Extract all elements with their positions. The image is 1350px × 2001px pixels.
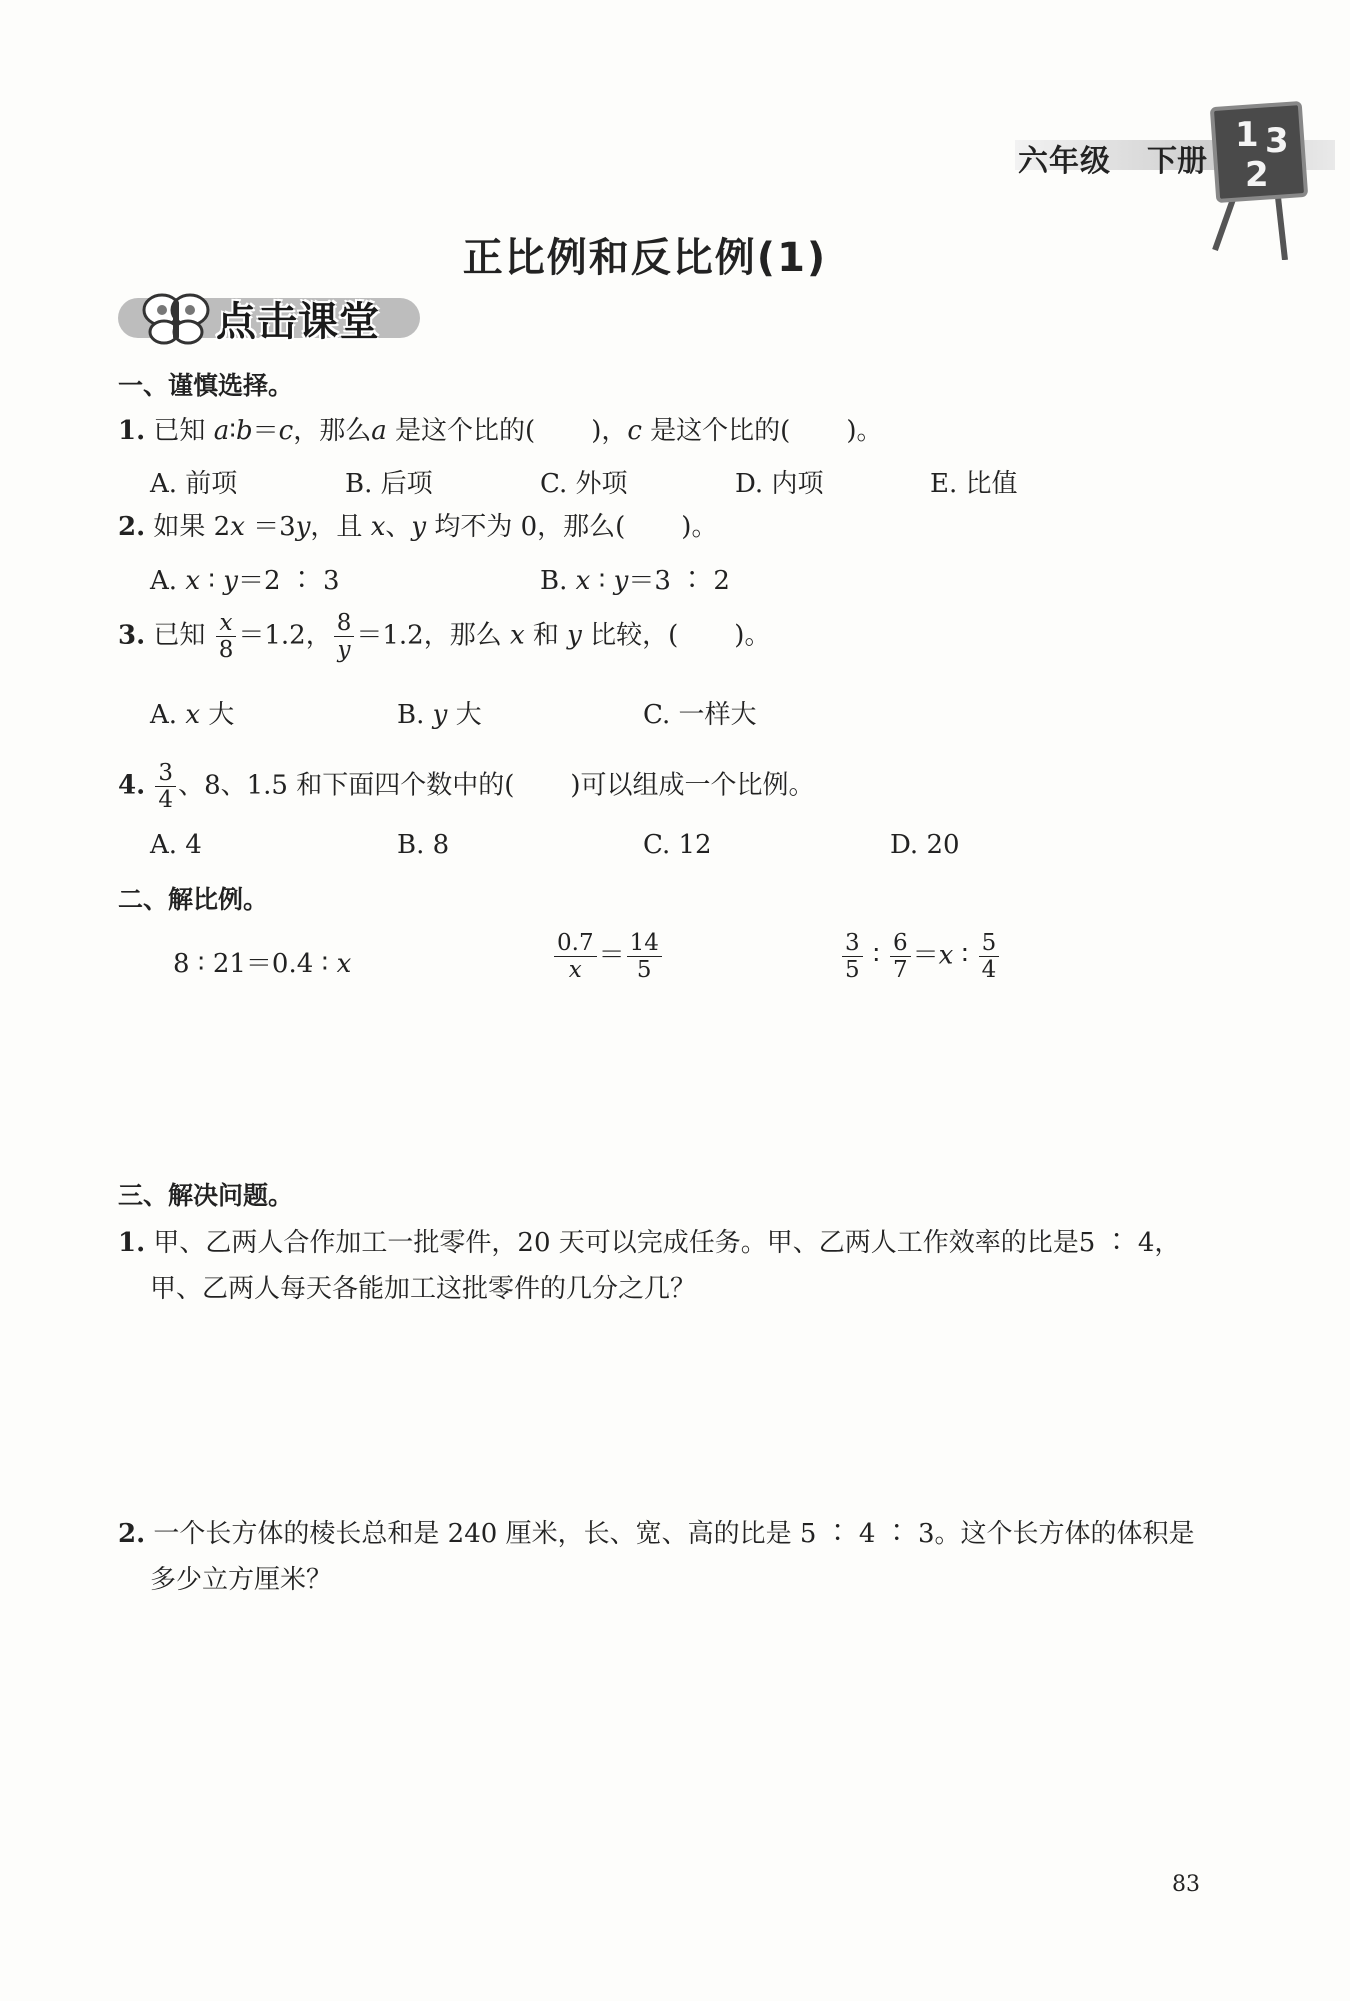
q2-text: )。: [681, 512, 718, 542]
var-x: x: [575, 566, 591, 596]
equals: ＝: [912, 940, 939, 971]
q4-option-b: B. 8: [397, 830, 450, 860]
volume-label: 下册: [1147, 144, 1207, 179]
numerator: 8: [334, 610, 355, 637]
q1-text: ，那么: [293, 416, 372, 446]
grade-label: 六年级: [1018, 144, 1111, 179]
var-a: a: [371, 416, 387, 446]
question-3: [118, 610, 770, 663]
q3-text: 比较，(: [581, 620, 679, 651]
denominator: 5: [636, 957, 652, 983]
q1-option-d: D. 内项: [735, 469, 824, 499]
var-y: y: [295, 512, 311, 542]
var-x: x: [185, 566, 200, 596]
q3-option-c: [643, 694, 757, 731]
var-b: b: [236, 416, 253, 446]
var-c: c: [627, 416, 642, 446]
problem-2-line2: 多少立方厘米？: [150, 1565, 333, 1595]
numerator: x: [216, 610, 237, 637]
denominator: 4: [158, 787, 174, 813]
q1-text: 是这个比的(: [641, 416, 791, 446]
q4-text: 、8、1.5 和下面四个数中的(: [178, 770, 515, 801]
q1-option-c: C. 外项: [540, 469, 628, 499]
denominator: 8: [218, 637, 234, 663]
question-number: 1.: [118, 1228, 146, 1258]
var-x: x: [185, 700, 200, 730]
denominator: 4: [981, 957, 997, 983]
problem-2: [118, 1517, 1195, 1551]
denominator: 7: [892, 957, 908, 983]
q1-option-b: B. 后项: [345, 469, 433, 499]
question-number: 4.: [118, 770, 146, 801]
section-banner: [118, 290, 420, 346]
option-text: 大: [199, 700, 235, 730]
option-text: 大: [447, 700, 482, 730]
board-digit-2: 3: [1265, 121, 1289, 161]
q4-text: )可以组成一个比例。: [570, 770, 815, 801]
equation-3: [840, 930, 1001, 983]
var-y: y: [567, 620, 582, 651]
question-number: 2.: [118, 512, 146, 542]
section2-heading: 二、解比例。: [118, 885, 269, 914]
banner-label: 点击课堂: [216, 299, 380, 345]
denominator: 5: [845, 957, 860, 983]
question-1: [118, 414, 882, 448]
var-x: x: [370, 512, 386, 542]
var-a: a: [213, 416, 230, 446]
problem-text: 甲、乙两人合作加工一批零件，20 天可以完成任务。甲、乙两人工作效率的比是5 ∶ 4，: [153, 1228, 1181, 1258]
fraction: [979, 930, 1000, 983]
option-text: 一样大: [678, 700, 757, 730]
problem-1: [118, 1226, 1180, 1260]
option-text: A.: [150, 566, 186, 596]
q2-text: ，且: [310, 512, 371, 542]
fraction: [554, 930, 597, 983]
option-text: C.: [643, 700, 679, 730]
page-number: 83: [1172, 1872, 1200, 1897]
question-number: 2.: [118, 1519, 146, 1549]
var-y: y: [613, 566, 629, 596]
q3-text: ＝1.2，: [238, 620, 332, 651]
q2-text: ＝3: [244, 512, 296, 542]
numerator: 5: [979, 930, 1000, 957]
fraction: [842, 930, 863, 983]
problem-text: 一个长方体的棱长总和是 240 厘米，长、宽、高的比是 5 ∶ 4 ∶ 3。这个长方体的体积是: [153, 1519, 1195, 1549]
numerator: 14: [627, 930, 662, 957]
numerator: 3: [155, 760, 176, 787]
equals: ＝: [598, 940, 625, 971]
option-text: ＝3 ∶ 2: [628, 566, 730, 596]
q4-option-d: D. 20: [890, 830, 960, 860]
section3-heading: 三、解决问题。: [118, 1181, 294, 1210]
q1-option-e: E. 比值: [930, 469, 1018, 499]
q3-text: 已知: [153, 620, 206, 651]
section1-heading: 一、谨慎选择。: [118, 371, 294, 400]
numerator: 6: [890, 930, 911, 957]
var-x: x: [230, 512, 245, 542]
option-text: B.: [397, 700, 433, 730]
q3-text: 和: [524, 620, 568, 651]
var-x: x: [336, 949, 352, 979]
question-4: [118, 760, 815, 813]
colon: ∶: [229, 416, 236, 446]
q3-option-a: [150, 694, 234, 731]
fraction: [216, 610, 237, 663]
option-text: B.: [540, 566, 576, 596]
denominator: y: [337, 637, 351, 663]
option-text: ∶: [590, 566, 614, 596]
fraction: [890, 930, 911, 983]
var-x: x: [509, 620, 525, 651]
q2-option-b: [540, 560, 730, 597]
equation-text: 8 ∶ 21＝0.4 ∶: [173, 949, 337, 979]
option-text: ＝2 ∶ 3: [237, 566, 340, 596]
fraction: [627, 930, 662, 983]
q3-text: )。: [734, 620, 771, 651]
question-2: [118, 510, 717, 544]
option-text: A.: [150, 700, 186, 730]
fraction: [334, 610, 355, 663]
denominator: x: [568, 957, 582, 983]
equals: ＝: [252, 416, 279, 446]
var-y: y: [432, 700, 448, 730]
q1-option-a: A. 前项: [150, 469, 238, 499]
var-y: y: [411, 512, 427, 542]
var-c: c: [278, 416, 294, 446]
board-digit-3: 2: [1245, 155, 1269, 195]
q4-option-a: A. 4: [150, 830, 202, 860]
q2-option-a: [150, 560, 340, 597]
var-y: y: [223, 566, 238, 596]
board-digit-1: 1: [1235, 115, 1259, 155]
equation-2: [552, 930, 664, 983]
var-x: x: [938, 940, 954, 971]
q1-text: )。: [846, 416, 883, 446]
question-number: 1.: [118, 416, 146, 446]
problem-1-line2: 甲、乙两人每天各能加工这批零件的几分之几？: [150, 1274, 697, 1304]
numerator: 3: [842, 930, 863, 957]
q1-text: )，: [591, 416, 628, 446]
q3-option-b: [397, 694, 482, 731]
numerator: 0.7: [554, 930, 597, 957]
page-title: 正比例和反比例(1): [462, 235, 828, 281]
q4-option-c: C. 12: [643, 830, 712, 860]
colon: ∶: [953, 940, 977, 971]
q1-text: 是这个比的(: [386, 416, 536, 446]
q2-text: 均不为 0，那么(: [426, 512, 626, 542]
q2-text: 、: [385, 512, 412, 542]
colon: ∶: [864, 940, 888, 971]
equation-1: [173, 947, 351, 981]
q3-text: ＝1.2，那么: [356, 620, 510, 651]
option-text: ∶: [199, 566, 224, 596]
question-number: 3.: [118, 620, 146, 651]
q1-text: 已知: [153, 416, 206, 446]
q2-text: 如果 2: [153, 512, 231, 542]
fraction: [155, 760, 176, 813]
butterfly-icon: [140, 290, 212, 348]
